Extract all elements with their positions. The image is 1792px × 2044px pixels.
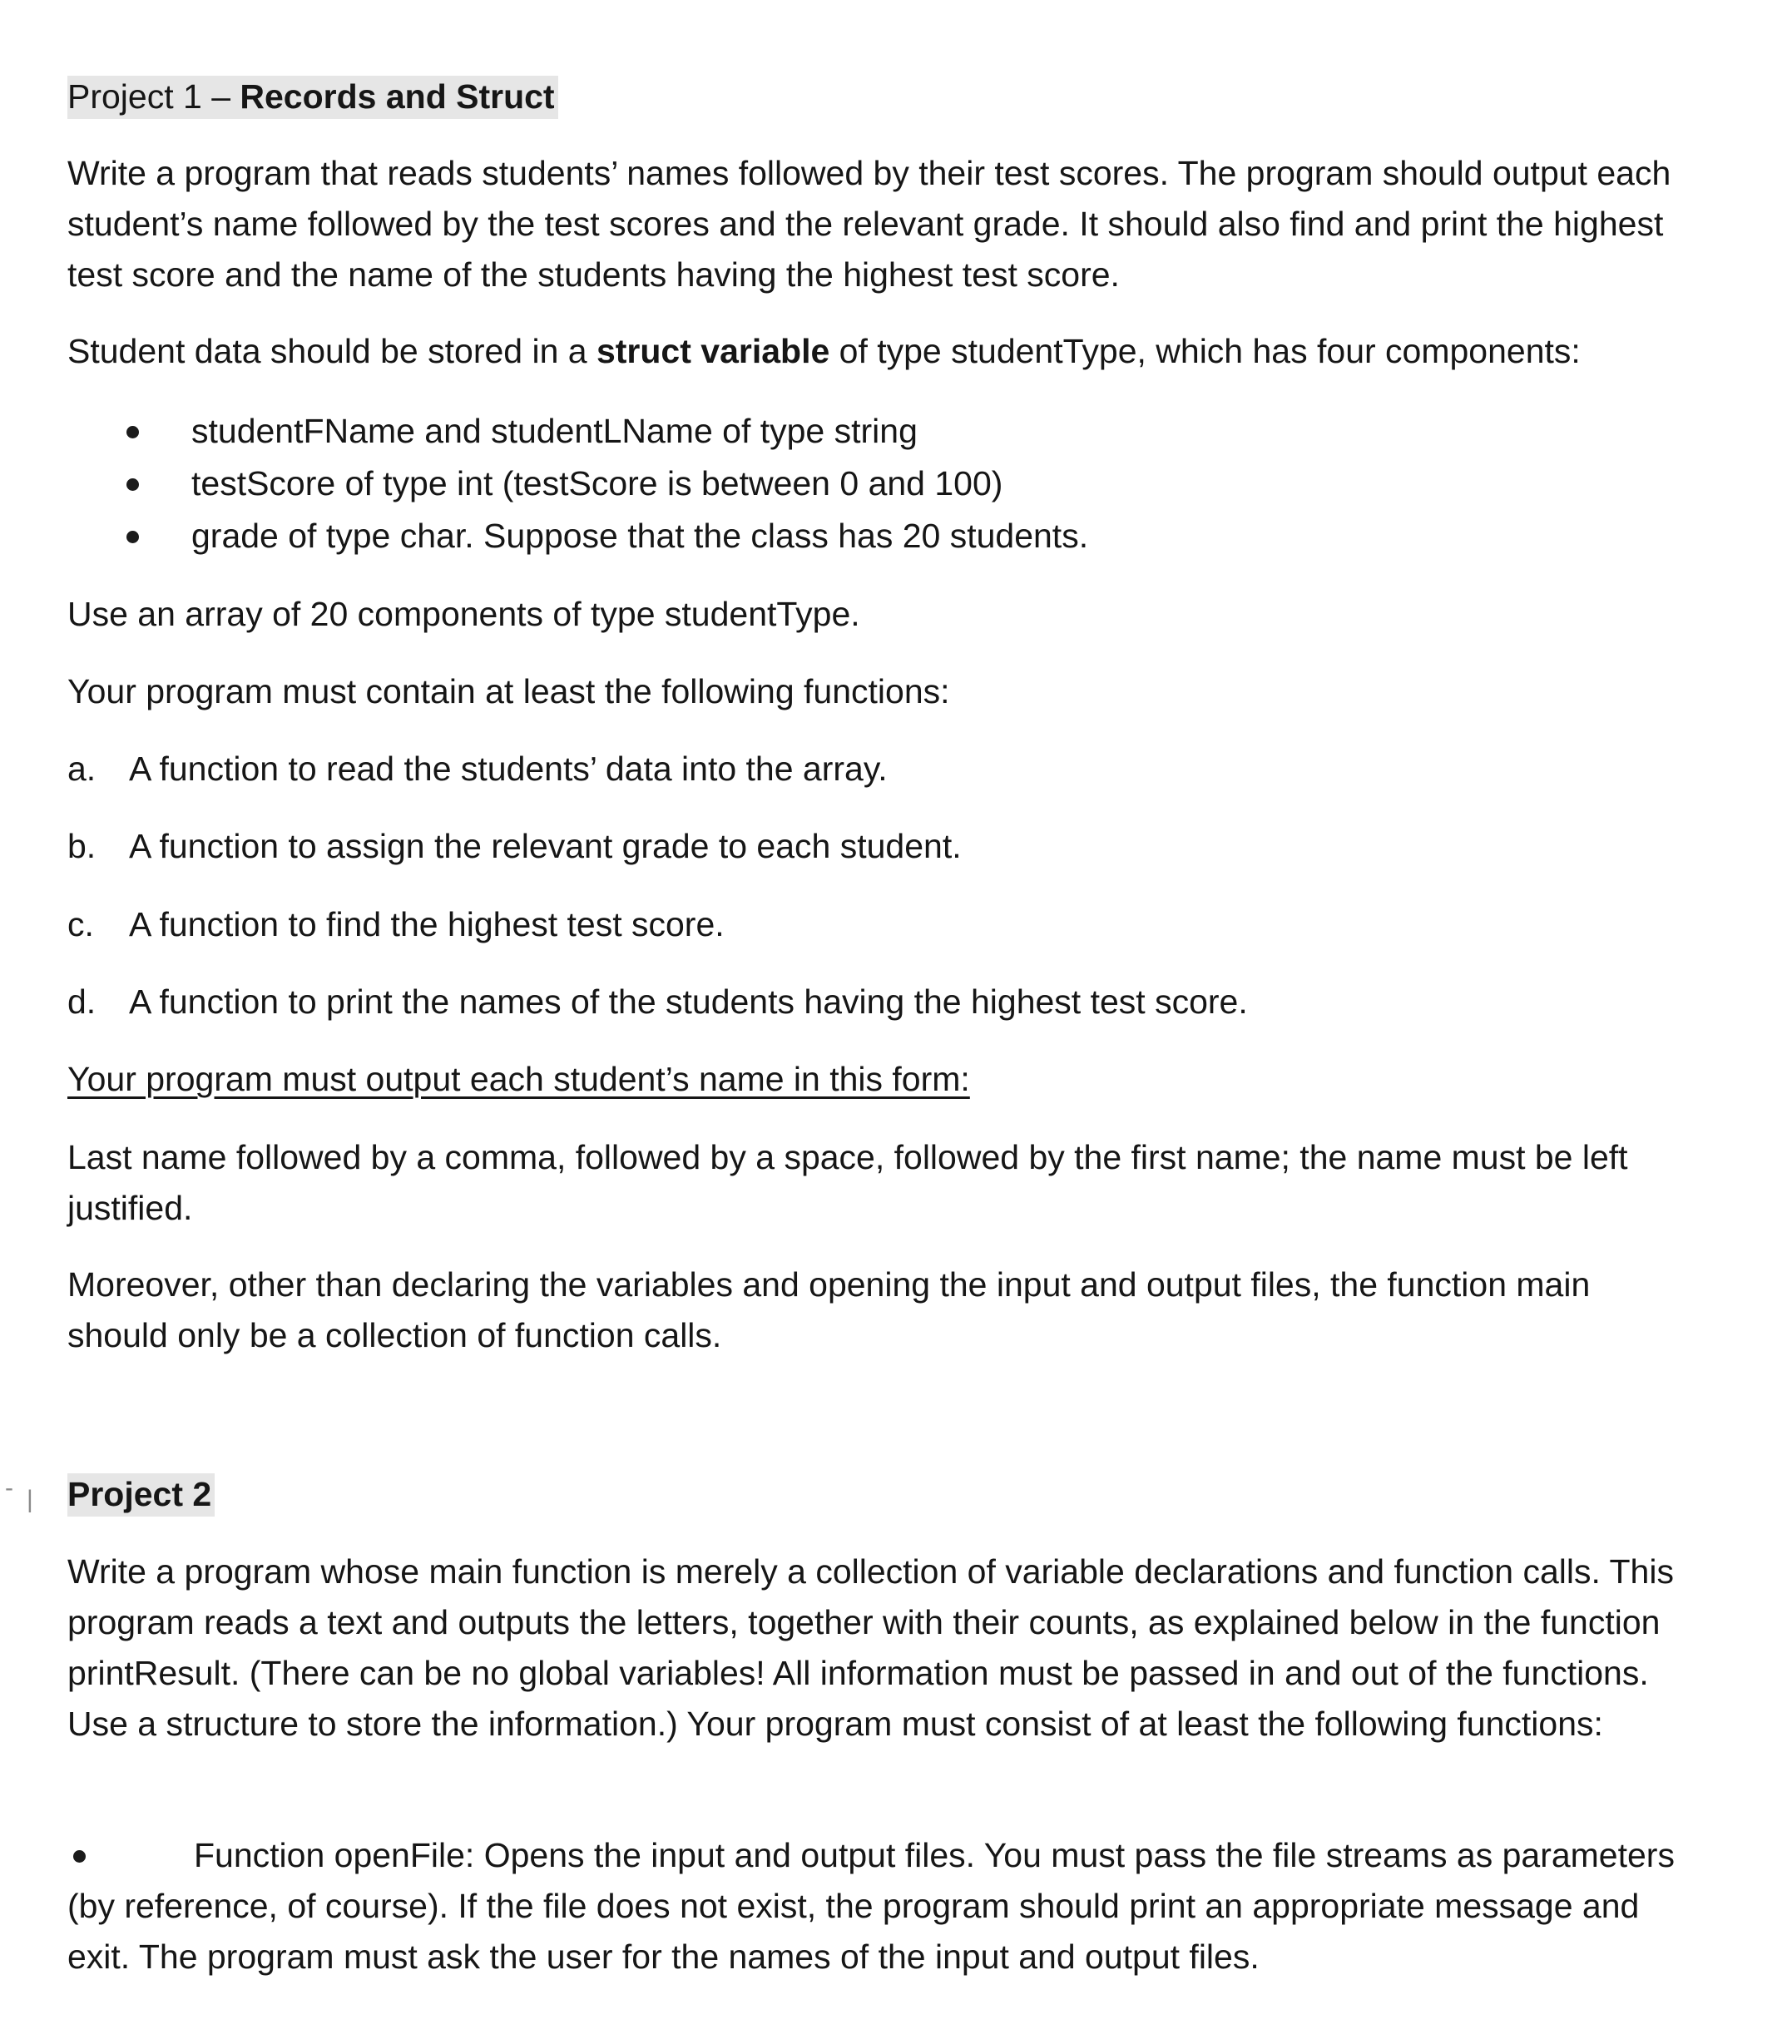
component-item: grade of type char. Suppose that the class has 20 students. [191,517,1089,555]
array-sentence: Use an array of 20 components of type studentType. [67,595,860,633]
function-label: a. [67,750,97,788]
function-item: A function to read the students’ data into the array. [129,750,888,788]
struct-sentence-before: Student data should be stored in a [67,332,597,370]
function-label: d. [67,982,97,1021]
bullet-icon [126,426,139,438]
project1-title-prefix: Project 1 – [67,77,240,116]
function-item: A function to print the names of the students having the highest test score. [129,982,1248,1021]
project1-title [67,72,1698,122]
component-item: studentFName and studentLName of type string [191,412,918,450]
project2-intro: Write a program whose main function is merely a collection of variable declarations and function calls. This program reads a text and outputs the letters, together with their counts, as explained below in the function printResult. (There can be no global variables! All information must be passed in and out of the functions. Use a structure to store the information.) Your program must consist of at least the following functions: [67,1552,1674,1743]
main-note: Moreover, other than declaring the variables and opening the input and output files, the function main should only be a collection of function calls. [67,1265,1591,1354]
project2-title [67,1469,1698,1520]
output-format: Last name followed by a comma, followed by a space, followed by the first name; the name must be left justified. [67,1138,1628,1227]
function-item: A function to assign the relevant grade to each student. [129,827,962,865]
project2-title-text: Project 2 [67,1473,215,1517]
bullet-icon [126,531,139,543]
function-label: c. [67,905,94,943]
bullet-icon [126,478,139,491]
struct-sentence-after: of type studentType, which has four components: [829,332,1581,370]
struct-sentence-bold: struct variable [596,332,830,370]
project1-title-bold: Records and Struct [240,77,555,116]
functions-intro: Your program must contain at least the following functions: [67,672,950,710]
project2-item: Function openFile: Opens the input and output files. You must pass the file streams as parameters (by reference, of course). If the file does not exist, the program should print an appropriate message and exit. The program must ask the user for the names of the input and output files. [67,1836,1675,1976]
struct-sentence [67,326,1698,377]
scan-mark: | [27,1486,33,1513]
function-item: A function to find the highest test score. [129,905,725,943]
function-label: b. [67,827,97,865]
scan-mark: - [5,1474,13,1502]
output-heading: Your program must output each student’s name in this form: [67,1060,970,1098]
project1-intro: Write a program that reads students’ names followed by their test scores. The program should output each student’s name followed by the test scores and the relevant grade. It should also find and print the highest test score and the name of the students having the highest test score. [67,154,1671,294]
component-item: testScore of type int (testScore is between 0 and 100) [191,464,1003,502]
